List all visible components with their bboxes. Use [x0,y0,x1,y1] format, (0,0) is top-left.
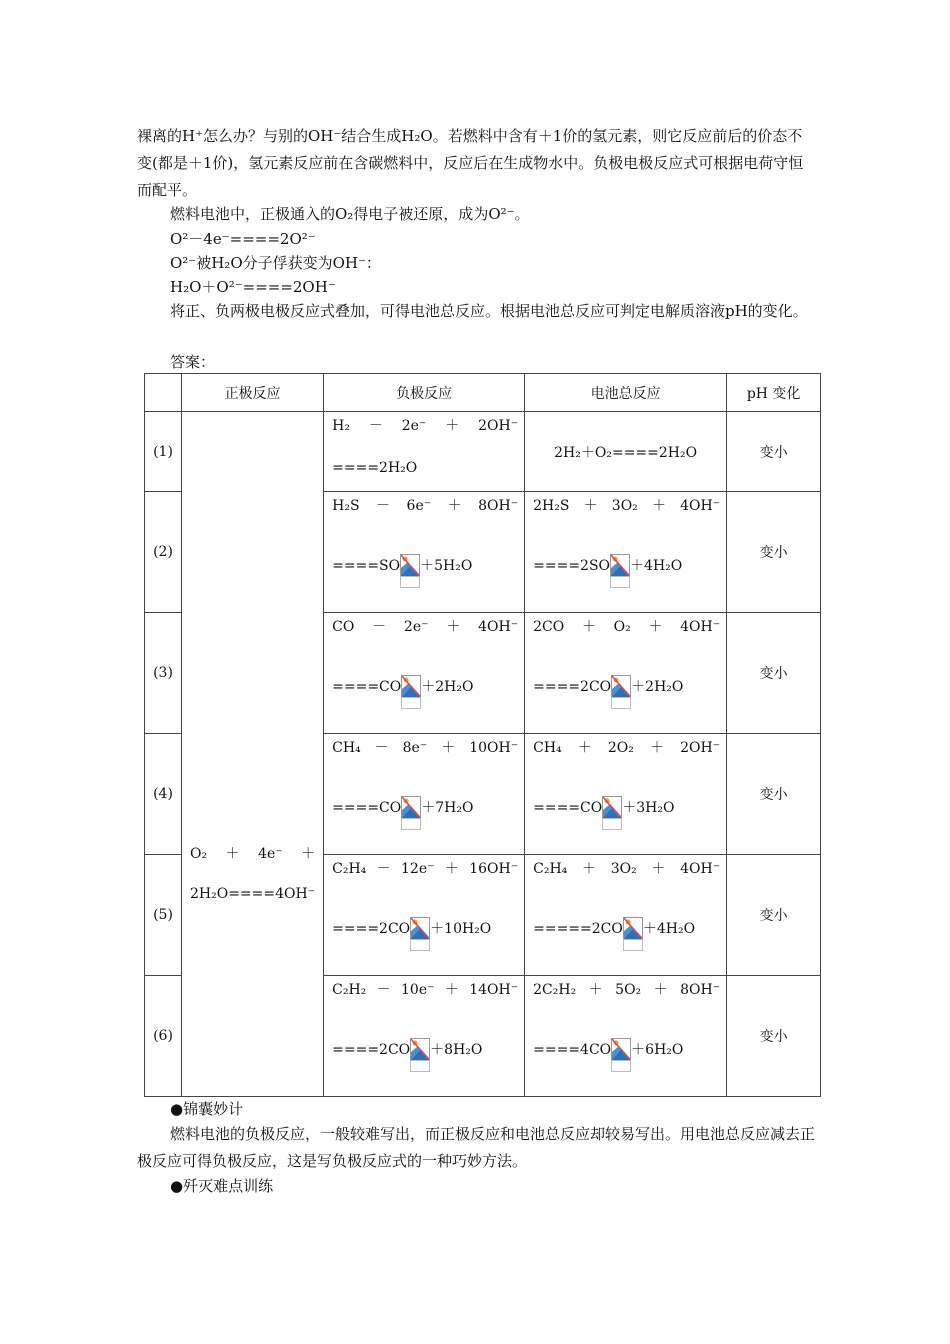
negative-reaction-cell [324,976,525,1097]
term: 2OH⁻ [478,418,519,434]
positive-plus-2: ＋ [301,846,316,862]
term: CH₄ [533,740,562,756]
term: ====2CO [533,679,612,695]
term: 2e⁻ [401,418,427,434]
term: 2O₂ [607,740,634,756]
term: ＋ [650,740,664,756]
term: ＋7H₂O [421,800,474,816]
term: ====CO [332,679,402,695]
row-number: (1) [145,412,182,492]
broken-image-icon [611,1038,631,1072]
term: ＋8H₂O [430,1042,483,1058]
term: ＋2H₂O [631,679,684,695]
term: 6e⁻ [406,498,432,514]
positive-electrons: 4e⁻ [258,846,283,862]
term: － [374,740,389,756]
answer-label: 答案： [170,353,216,371]
term: － [368,418,383,434]
positive-equation-line-2: 2H₂O====4OH⁻ [190,886,316,902]
broken-image-icon [410,1038,430,1072]
answer-table [144,373,821,1097]
term: 8OH⁻ [478,498,519,514]
term: CH₄ [332,740,361,756]
term: C₂H₄ [332,861,367,877]
positive-o2: O₂ [190,846,208,862]
term: － [376,498,391,514]
term: ＋ [651,861,666,877]
equation-o2-reduction: O²－4e⁻====2O²⁻ [170,230,316,248]
broken-image-icon [400,554,420,588]
row-number: (2) [145,492,182,613]
term: 8OH⁻ [680,982,721,998]
term: 14OH⁻ [469,982,519,998]
term: ====CO [332,800,402,816]
term: H₂S [332,498,360,514]
term: 2H₂S [533,498,570,514]
intro-paragraph-4: 将正、负两极电极反应式叠加，可得电池总反应。根据电池总反应可判定电解质溶液pH的变化。 [170,302,808,320]
term: ＋ [648,619,663,635]
term: ＋ [447,498,462,514]
negative-reaction-cell [324,492,525,613]
term: 3O₂ [611,498,638,514]
equation-oh-formation: H₂O＋O²⁻====2OH⁻ [170,278,336,296]
term: CO [332,619,355,635]
term: ＋ [446,619,461,635]
term: ＋4H₂O [630,558,683,574]
term: O₂ [613,619,631,635]
row-number: (6) [145,976,182,1097]
negative-reaction-cell [324,613,525,734]
term: ＋ [444,982,459,998]
broken-image-icon [623,917,643,951]
term: ＋4H₂O [642,921,696,937]
term: H₂ [332,418,350,434]
term: 12e⁻ [401,861,435,877]
term: ＋ [444,861,459,877]
row-number: (5) [145,855,182,976]
ph-change: 变小 [727,855,821,976]
term: － [372,619,387,635]
positive-plus-1: ＋ [225,846,240,862]
term: ====4CO [533,1042,612,1058]
total-reaction-cell [525,976,727,1097]
term: 4OH⁻ [478,619,519,635]
term: C₂H₂ [332,982,367,998]
term: ＋ [577,740,592,756]
row-number: (4) [145,734,182,855]
term: ＋3H₂O [622,800,675,816]
term: ＋ [583,498,598,514]
table-header-row [145,374,821,412]
ph-change: 变小 [727,613,821,734]
term: ＋5H₂O [420,558,473,574]
broken-image-icon [410,917,430,951]
header-blank [145,374,182,412]
term: 16OH⁻ [469,861,519,877]
negative-equation-line-2: ====2H₂O [332,460,418,476]
intro-paragraph-3: O²⁻被H₂O分子俘获变为OH⁻： [170,254,381,272]
term: ====SO [332,558,401,574]
term: ＋ [581,619,596,635]
term: ====2CO [332,921,411,937]
term: 3O₂ [610,861,637,877]
term: 10OH⁻ [469,740,519,756]
term: =====2CO [533,921,623,937]
row-number: (3) [145,613,182,734]
term: ＋ [441,740,456,756]
term: ====2SO [533,558,611,574]
term: ＋6H₂O [631,1042,684,1058]
ph-change: 变小 [727,976,821,1097]
total-reaction-cell [525,855,727,976]
table-row [145,412,821,492]
tips-heading: ●锦囊妙计 [170,1100,244,1118]
total-reaction-cell [525,734,727,855]
term: － [376,982,391,998]
broken-image-icon [401,675,421,709]
term: 2OH⁻ [680,740,721,756]
term: ＋ [445,418,460,434]
broken-image-icon [611,675,631,709]
ph-change: 变小 [727,412,821,492]
header-ph: pH 变化 [727,374,821,412]
term: ＋10H₂O [430,921,492,937]
term: ＋2H₂O [421,679,474,695]
term: ＋ [651,498,666,514]
negative-reaction-cell [324,855,525,976]
term: ====CO [533,800,603,816]
term: ＋ [581,861,596,877]
ph-change: 变小 [727,734,821,855]
training-heading: ●歼灭难点训练 [170,1177,274,1195]
term: 4OH⁻ [680,861,721,877]
term: ＋ [653,982,668,998]
header-positive: 正极反应 [182,374,324,412]
negative-reaction-cell [324,412,525,492]
total-reaction-cell [525,613,727,734]
total-reaction-cell: 2H₂＋O₂====2H₂O [525,412,727,492]
term: 5O₂ [615,982,642,998]
ph-change: 变小 [727,492,821,613]
intro-paragraph-1: 裸离的H⁺怎么办？与别的OH⁻结合生成H₂O。若燃料中含有＋1价的氢元素，则它反应前后的价态不变(都是＋1价)，氢元素反应前在含碳燃料中，反应后在生成物水中。负极电极反应式可根据电荷守恒而配平。 [137,127,804,199]
header-total: 电池总反应 [525,374,727,412]
term: 10e⁻ [401,982,435,998]
positive-reaction-cell [182,412,324,1097]
term: 8e⁻ [402,740,428,756]
term: 2CO [533,619,565,635]
term: 4OH⁻ [680,498,721,514]
term: 2C₂H₂ [533,982,577,998]
broken-image-icon [401,796,421,830]
intro-paragraph-2: 燃料电池中，正极通入的O₂得电子被还原，成为O²⁻。 [170,205,530,223]
term: C₂H₄ [533,861,568,877]
term: 4OH⁻ [680,619,721,635]
tips-body: 燃料电池的负极反应，一般较难写出，而正极反应和电池总反应却较易写出。用电池总反应减去正极反应可得负极反应，这是写负极反应式的一种巧妙方法。 [137,1125,816,1170]
term: ====2CO [332,1042,411,1058]
total-reaction-cell [525,492,727,613]
term: － [376,861,391,877]
header-negative: 负极反应 [324,374,525,412]
term: 2e⁻ [403,619,429,635]
broken-image-icon [610,554,630,588]
negative-reaction-cell [324,734,525,855]
term: ＋ [588,982,603,998]
broken-image-icon [602,796,622,830]
